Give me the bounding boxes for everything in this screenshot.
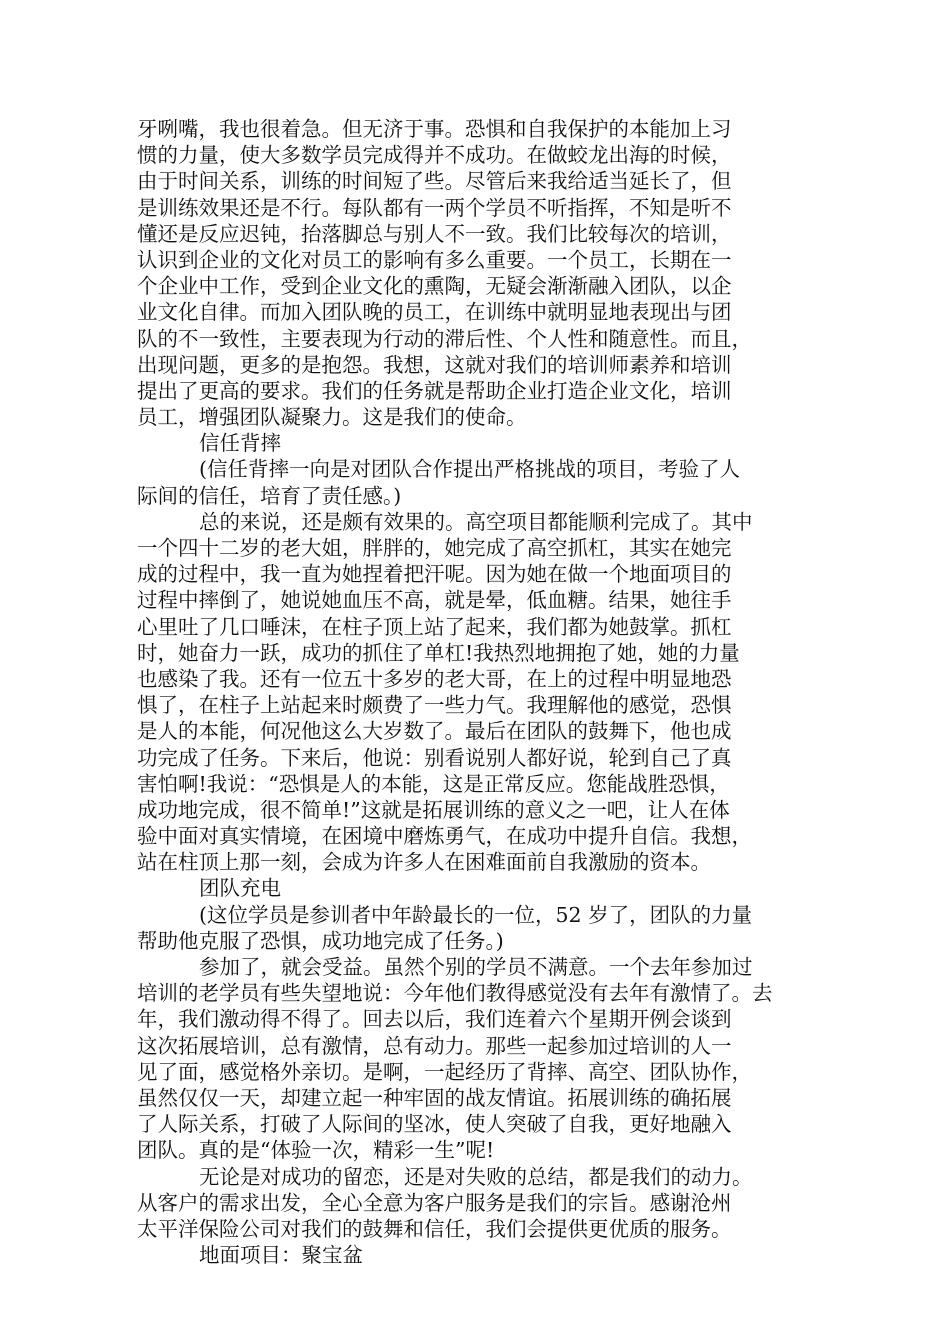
text-line: 业文化自律。而加入团队晚的员工，在训练中就明显地表现出与团 — [137, 300, 732, 325]
text-line: 站在柱顶上那一刻，会成为许多人在困难面前自我激励的资本。 — [137, 850, 711, 875]
text-line: 无论是对成功的留恋，还是对失败的总结，都是我们的动力。 — [199, 1164, 753, 1189]
body-paragraph — [137, 954, 813, 1164]
text-line: 员工，增强团队凝聚力。这是我们的使命。 — [137, 405, 527, 430]
text-line: 也感染了我。还有一位五十多岁的老大哥，在上的过程中明显地恐 — [137, 666, 732, 691]
section-heading — [137, 430, 813, 456]
heading-line: 地面项目：聚宝盆 — [199, 1243, 363, 1268]
caption-line: 际间的信任，培育了责任感。) — [137, 483, 402, 508]
caption-line: 帮助他克服了恐惧，成功地完成了任务。) — [137, 928, 504, 953]
text-line: 成的过程中，我一直为她捏着把汗呢。因为她在做一个地面项目的 — [137, 562, 732, 587]
text-line: 虽然仅仅一天，却建立起一种牢固的战友情谊。拓展训练的确拓展 — [137, 1085, 732, 1110]
text-line: 懂还是反应迟钝，抬落脚总与别人不一致。我们比较每次的培训， — [137, 221, 732, 246]
text-line: 惧了，在柱子上站起来时颇费了一些力气。我理解他的感觉，恐惧 — [137, 693, 732, 718]
photo-caption — [137, 456, 813, 508]
text-line: 提出了更高的要求。我们的任务就是帮助企业打造企业文化，培训 — [137, 378, 732, 403]
text-line: 牙咧嘴，我也很着急。但无济于事。恐惧和自我保护的本能加上习 — [137, 117, 732, 141]
section-heading — [137, 875, 813, 901]
body-paragraph — [137, 116, 813, 430]
document-body — [137, 116, 813, 1268]
text-line: 从客户的需求出发，全心全意为客户服务是我们的宗旨。感谢沧州 — [137, 1190, 732, 1215]
body-paragraph — [137, 1164, 813, 1243]
text-line: 队的不一致性，主要表现为行动的滞后性、个人性和随意性。而且， — [137, 326, 752, 351]
photo-caption — [137, 902, 813, 954]
text-line: 见了面，感觉格外亲切。是啊，一起经历了背摔、高空、团队协作， — [137, 1059, 752, 1084]
text-line: 一个四十二岁的老大姐，胖胖的，她完成了高空抓杠，其实在她完 — [137, 536, 732, 560]
text-line: 惯的力量，使大多数学员完成得并不成功。在做蛟龙出海的时候， — [137, 143, 732, 168]
heading-line: 团队充电 — [199, 876, 281, 901]
section-heading — [137, 1242, 813, 1268]
text-line: 认识到企业的文化对员工的影响有多么重要。一个员工，长期在一 — [137, 247, 732, 272]
text-line: 验中面对真实情境，在困境中磨炼勇气，在成功中提升自信。我想， — [137, 824, 752, 849]
text-line: 了人际关系，打破了人际间的坚冰，使人突破了自我，更好地融入 — [137, 1112, 732, 1137]
text-line: 团队。真的是“体验一次，精彩一生”呢! — [137, 1138, 495, 1163]
text-line: 参加了，就会受益。虽然个别的学员不满意。一个去年参加过 — [199, 955, 753, 979]
caption-line: (这位学员是参训者中年龄最长的一位，52 岁了，团队的力量 — [199, 902, 753, 927]
text-line: 时，她奋力一跃，成功的抓住了单杠!我热烈地拥抱了她，她的力量 — [137, 640, 740, 665]
text-line: 心里吐了几口唾沫，在柱子顶上站了起来，我们都为她鼓掌。抓杠 — [137, 614, 732, 639]
heading-line: 信任背摔 — [199, 431, 281, 456]
text-line: 总的来说，还是颇有效果的。高空项目都能顺利完成了。其中 — [199, 509, 753, 534]
text-line: 个企业中工作，受到企业文化的熏陶，无疑会渐渐融入团队，以企 — [137, 274, 732, 299]
text-line: 太平洋保险公司对我们的鼓舞和信任，我们会提供更优质的服务。 — [137, 1216, 732, 1241]
text-line: 年，我们激动得不得了。回去以后，我们连着六个星期开例会谈到 — [137, 1007, 732, 1032]
text-line: 害怕啊!我说：“恐惧是人的本能，这是正常反应。您能战胜恐惧， — [137, 771, 730, 796]
text-line: 是训练效果还是不行。每队都有一两个学员不听指挥，不知是听不 — [137, 195, 732, 220]
text-line: 培训的老学员有些失望地说：今年他们教得感觉没有去年有激情了。去 — [137, 981, 773, 1006]
text-line: 这次拓展培训，总有激情，总有动力。那些一起参加过培训的人一 — [137, 1033, 732, 1058]
text-line: 过程中摔倒了，她说她血压不高，就是晕，低血糖。结果，她往手 — [137, 588, 732, 613]
body-paragraph — [137, 509, 813, 876]
text-line: 成功地完成，很不简单!”这就是拓展训练的意义之一吧，让人在体 — [137, 797, 730, 822]
text-line: 功完成了任务。下来后，他说：别看说别人都好说，轮到自己了真 — [137, 745, 732, 770]
caption-line: (信任背摔一向是对团队合作提出严格挑战的项目，考验了人 — [199, 457, 740, 482]
text-line: 由于时间关系，训练的时间短了些。尽管后来我给适当延长了，但 — [137, 169, 732, 194]
text-line: 出现问题，更多的是抱怨。我想，这就对我们的培训师素养和培训 — [137, 352, 732, 377]
text-line: 是人的本能，何况他这么大岁数了。最后在团队的鼓舞下，他也成 — [137, 719, 732, 744]
